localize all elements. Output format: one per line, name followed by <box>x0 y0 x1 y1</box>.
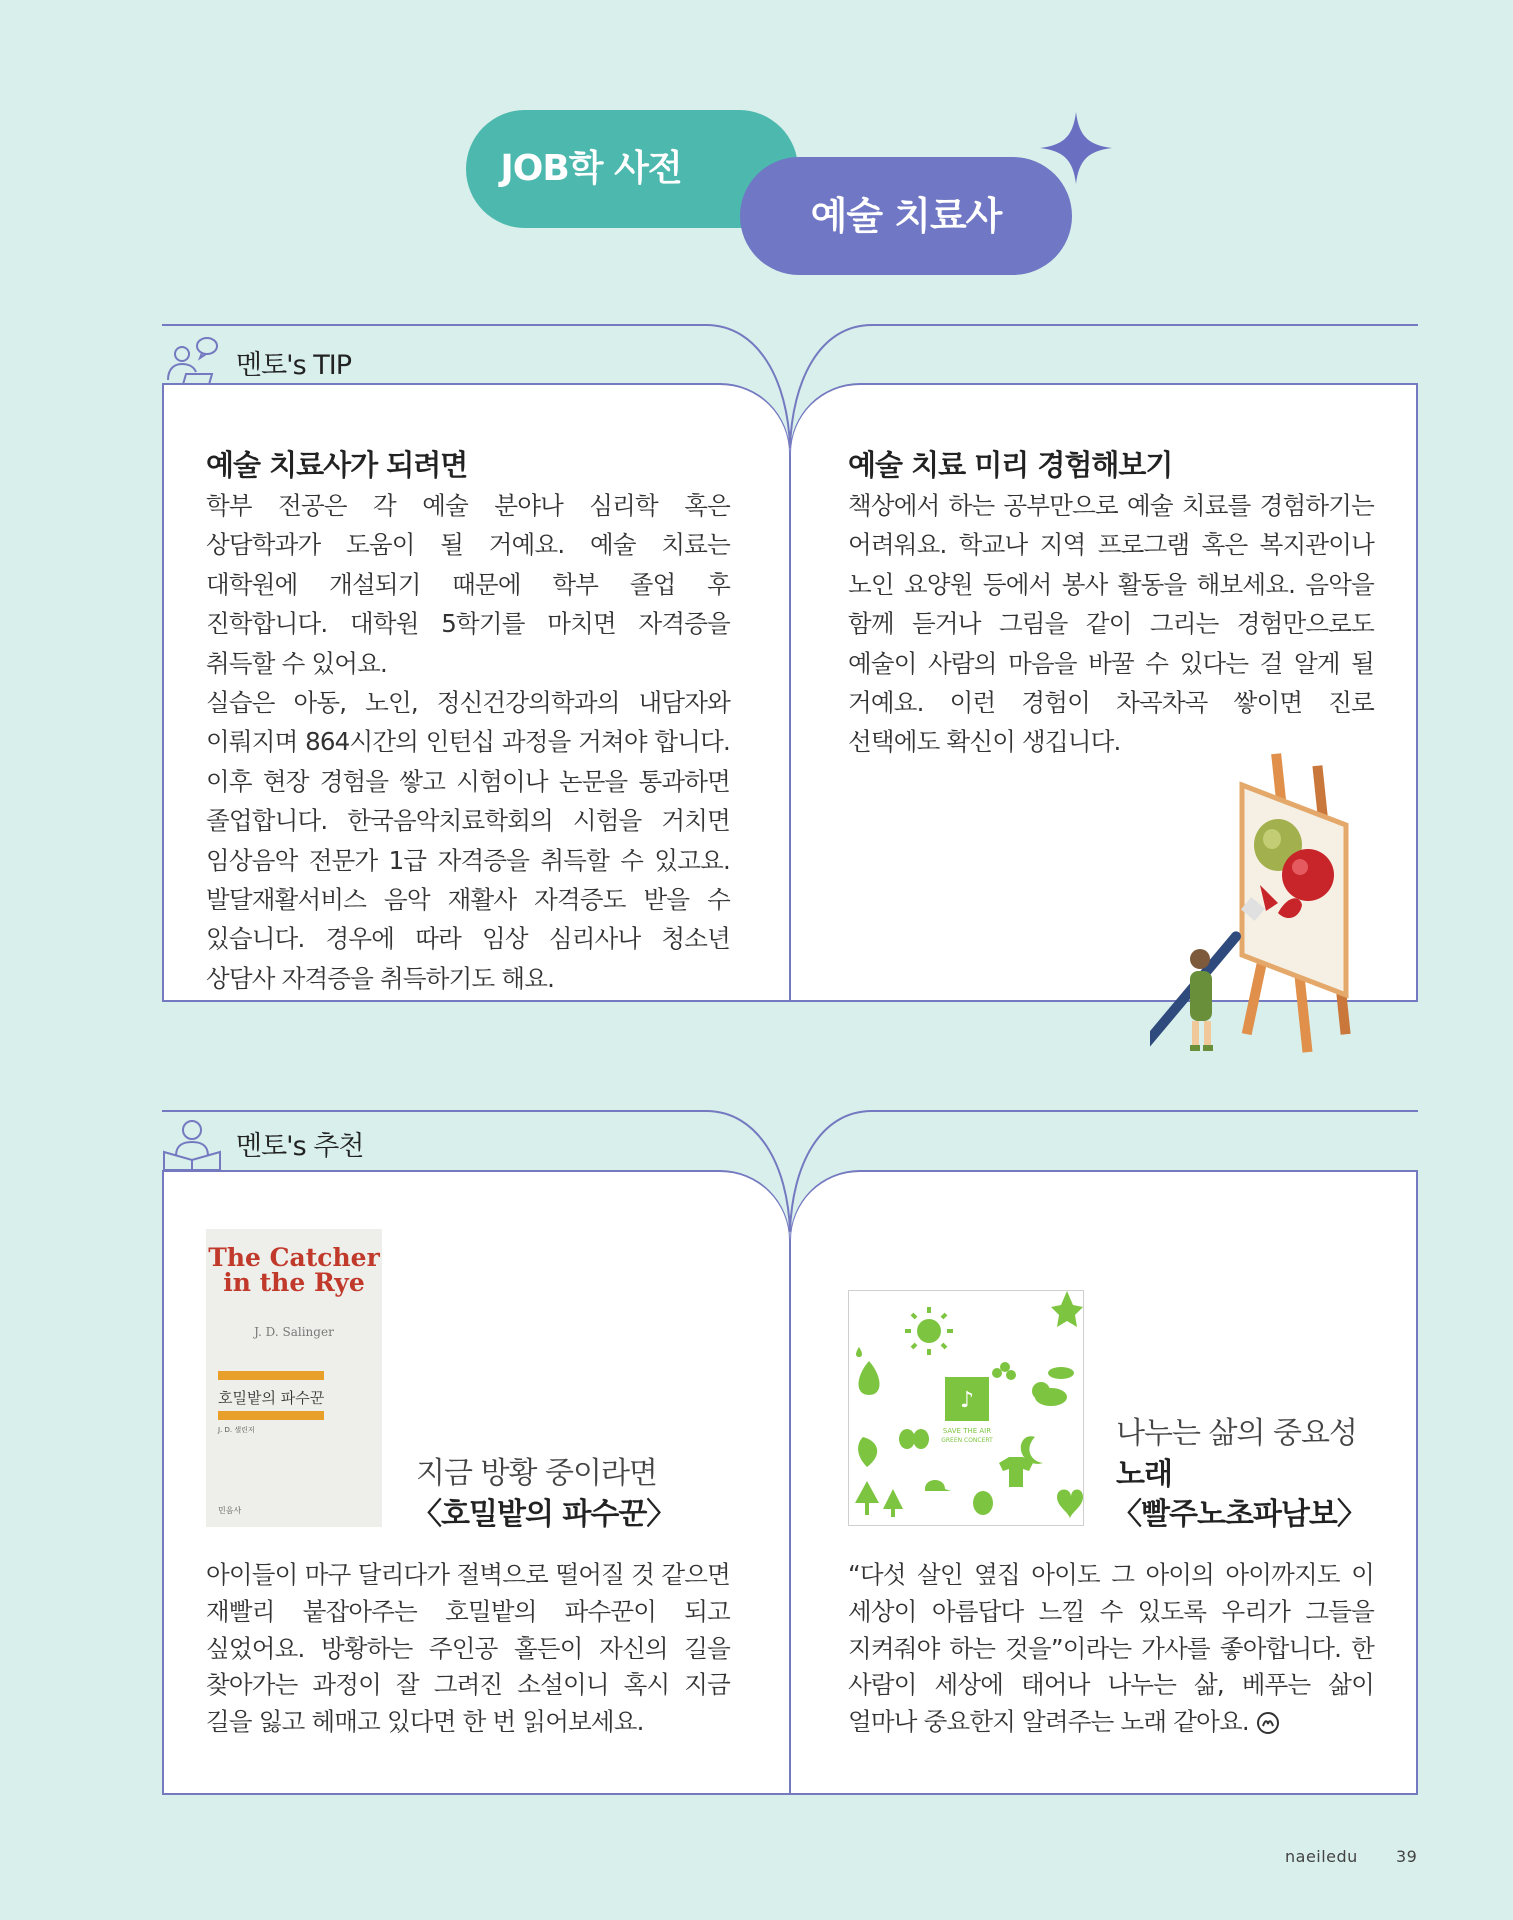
song-description-text: “다섯 살인 옆집 아이도 그 아이의 아이까지도 이 세상이 아름답다 느낄 수 있도록 우리가 그들을 지켜줘야 하는 것을”이라는 가사를 좋아합니다. 한 사람이 세상에 태어나 나누는 삶, 베푸는 삶이 얼마나 중요한지 알려주는 노래 같아요. <box>848 1560 1374 1737</box>
tip-right-heading: 예술 치료 미리 경험해보기 <box>848 448 1173 482</box>
book-title: 〈호밀밭의 파수꾼〉 <box>412 1497 676 1532</box>
song-subtitle: 나누는 삶의 중요성 <box>1116 1416 1357 1451</box>
tip-left-heading: 예술 치료사가 되려면 <box>206 448 468 482</box>
book-cover-author: J. D. Salinger <box>254 1325 334 1339</box>
tip-left-paragraph-1: 학부 전공은 각 예술 분야나 심리학 혹은 상담학과가 도움이 될 거예요. 예술 치료는 대학원에 개설되기 때문에 학부 졸업 후 진학합니다. 대학원 5학기를 마치면 자격증을 취득할 수 있어요. <box>206 491 730 678</box>
song-title: 〈빨주노초파남보〉 <box>1112 1497 1366 1532</box>
easel-painting-illustration <box>1150 745 1380 1065</box>
recommend-section-label: 멘토's 추천 <box>236 1131 364 1162</box>
album-cover <box>848 1290 1084 1526</box>
topic-pill: 예술 치료사 <box>740 157 1072 275</box>
tip-left-paragraph-2: 실습은 아동, 노인, 정신건강의학과의 내담자와 이뤄지며 864시간의 인턴십 과정을 거쳐야 합니다. 이후 현장 경험을 쌓고 시험이나 논문을 통과하면 졸업합니다. 한국음악치료학회의 시험을 거치면 임상음악 전문가 1급 자격증을 취득할 수 있고요. 발달재활서비스 음악 재활사 자격증도 받을 수 있습니다. 경우에 따라 임상 심리사나 청소년 상담사 자격증을 취득하기도 해요. <box>206 688 730 993</box>
tip-left-body <box>206 486 730 998</box>
book-cover-stripe <box>218 1371 324 1380</box>
book-subtitle: 지금 방황 중이라면 <box>416 1456 657 1491</box>
album-cover-art <box>849 1291 1083 1525</box>
book-cover-korean-title: 호밀밭의 파수꾼 <box>218 1389 325 1407</box>
album-text-2: GREEN CONCERT <box>941 1437 993 1444</box>
tip-right-body <box>848 486 1374 762</box>
book-cover <box>206 1229 382 1527</box>
page-number: 39 <box>1396 1847 1418 1866</box>
tip-section-label: 멘토's TIP <box>236 350 351 381</box>
book-cover-publisher: 민음사 <box>218 1506 242 1515</box>
book-cover-stripe <box>218 1411 324 1420</box>
song-type-label: 노래 <box>1116 1457 1172 1492</box>
tip-right-paragraph: 책상에서 하는 공부만으로 예술 치료를 경험하기는 어려워요. 학교나 지역 프로그램 혹은 복지관이나 노인 요양원 등에서 봉사 활동을 해보세요. 음악을 함께 듣거나 그림을 같이 그리는 경험만으로도 예술이 사람의 마음을 바꿀 수 있다는 걸 알게 될 거예요. 이런 경험이 차곡차곡 쌓이면 진로 선택에도 확신이 생깁니다. <box>848 491 1374 757</box>
book-cover-small-author: J. D. 샐린저 <box>218 1426 255 1434</box>
svg-text:♪: ♪ <box>959 1388 975 1413</box>
series-label: JOB학 사전 <box>500 148 682 189</box>
album-text-1: SAVE THE AIR <box>942 1427 992 1435</box>
song-description <box>848 1557 1374 1741</box>
mentor-book-icon <box>162 1118 222 1172</box>
book-description: 아이들이 마구 달리다가 절벽으로 떨어질 것 같으면 재빨리 붙잡아주는 호밀밭의 파수꾼이 되고 싶었어요. 방황하는 주인공 홀든이 자신의 길을 찾아가는 과정이 잘 그려진 소설이니 혹시 지금 길을 잃고 헤매고 있다면 한 번 읽어보세요. <box>206 1560 730 1737</box>
end-mark-icon <box>1256 1711 1280 1735</box>
footer-site: naeiledu <box>1285 1847 1358 1866</box>
book-cover-title: The Catcher in the Rye <box>208 1243 380 1297</box>
